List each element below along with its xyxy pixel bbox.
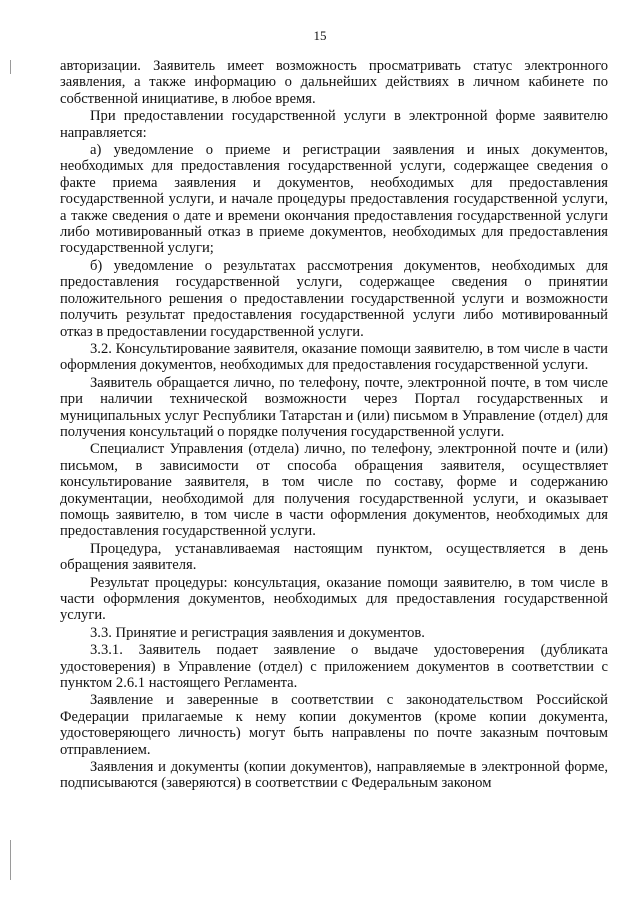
paragraph: б) уведомление о результатах рассмотрения документов, необходимых для предоставления государственной услуги, содержащее сведения о принятии положительного решения о предоставлении государственной услуги и возможности получить результат предоставления государственной услуги либо мотивированный отказ в предоставлении государственной услуги. (60, 257, 608, 340)
paragraph: Заявление и заверенные в соответствии с законодательством Российской Федерации прилагаемые к нему копии документов (кроме копии документа, удостоверяющего личность) могут быть направлены по почте заказным почтовым отправлением. (60, 692, 608, 758)
paragraph: 3.3.1. Заявитель подает заявление о выдаче удостоверения (дубликата удостоверения) в Управление (отдел) с приложением документов в соответствии с пунктом 2.6.1 настоящего Регламента. (60, 642, 608, 692)
section-heading: 3.3. Принятие и регистрация заявления и документов. (90, 624, 425, 641)
paragraph: Процедура, устанавливаемая настоящим пунктом, осуществляется в день обращения заявителя. (60, 540, 608, 574)
paragraph: Заявления и документы (копии документов), направляемые в электронной форме, подписываются (заверяются) в соответствии с Федеральным законом (60, 759, 608, 792)
paragraph: При предоставлении государственной услуги в электронной форме заявителю направляется: (60, 108, 608, 141)
paragraph: Результат процедуры: консультация, оказание помощи заявителю, в том числе в части оформления документов, необходимых для предоставления государственной услуги. (60, 574, 608, 624)
paragraph: Заявитель обращается лично, по телефону, почте, электронной почте, в том числе при наличии технической возможности через Портал государственных и муниципальных услуг Республики Татарстан и (или) письмом в Управление (отдел) для получения консультаций о порядке получения государственной услуги. (60, 374, 608, 440)
paragraph: 3.2. Консультирование заявителя, оказание помощи заявителю, в том числе в части оформления документов, необходимых для предоставления государственной услуги. (60, 340, 608, 374)
document-body (60, 58, 608, 792)
page-number: 15 (313, 28, 327, 43)
scan-margin-mark (10, 60, 11, 74)
scan-margin-mark (10, 840, 11, 880)
paragraph: авторизации. Заявитель имеет возможность просматривать статус электронного заявления, а также информацию о дальнейших действиях в личном кабинете по собственной инициативе, в любое время. (60, 58, 608, 107)
paragraph: Специалист Управления (отдела) лично, по телефону, электронной почте и (или) письмом, в зависимости от способа обращения заявителя, осуществляет консультирование заявителя, в том числе по составу, форме и содержанию документации, необходимой для получения государственной услуги, и оказывает помощь заявителю, в том числе в части оформления документов, необходимых для предоставления государственной услуги. (60, 441, 608, 540)
paragraph: а) уведомление о приеме и регистрации заявления и иных документов, необходимых для предоставления государственной услуги, содержащее сведения о факте приема заявления и документов, необходимых для предоставления государственной услуги, и начале процедуры предоставления государственной услуги, а также сведения о дате и времени окончания предоставления государственной услуги либо мотивированный отказ в приеме документов, необходимых для предоставления государственной услуги; (60, 142, 608, 257)
